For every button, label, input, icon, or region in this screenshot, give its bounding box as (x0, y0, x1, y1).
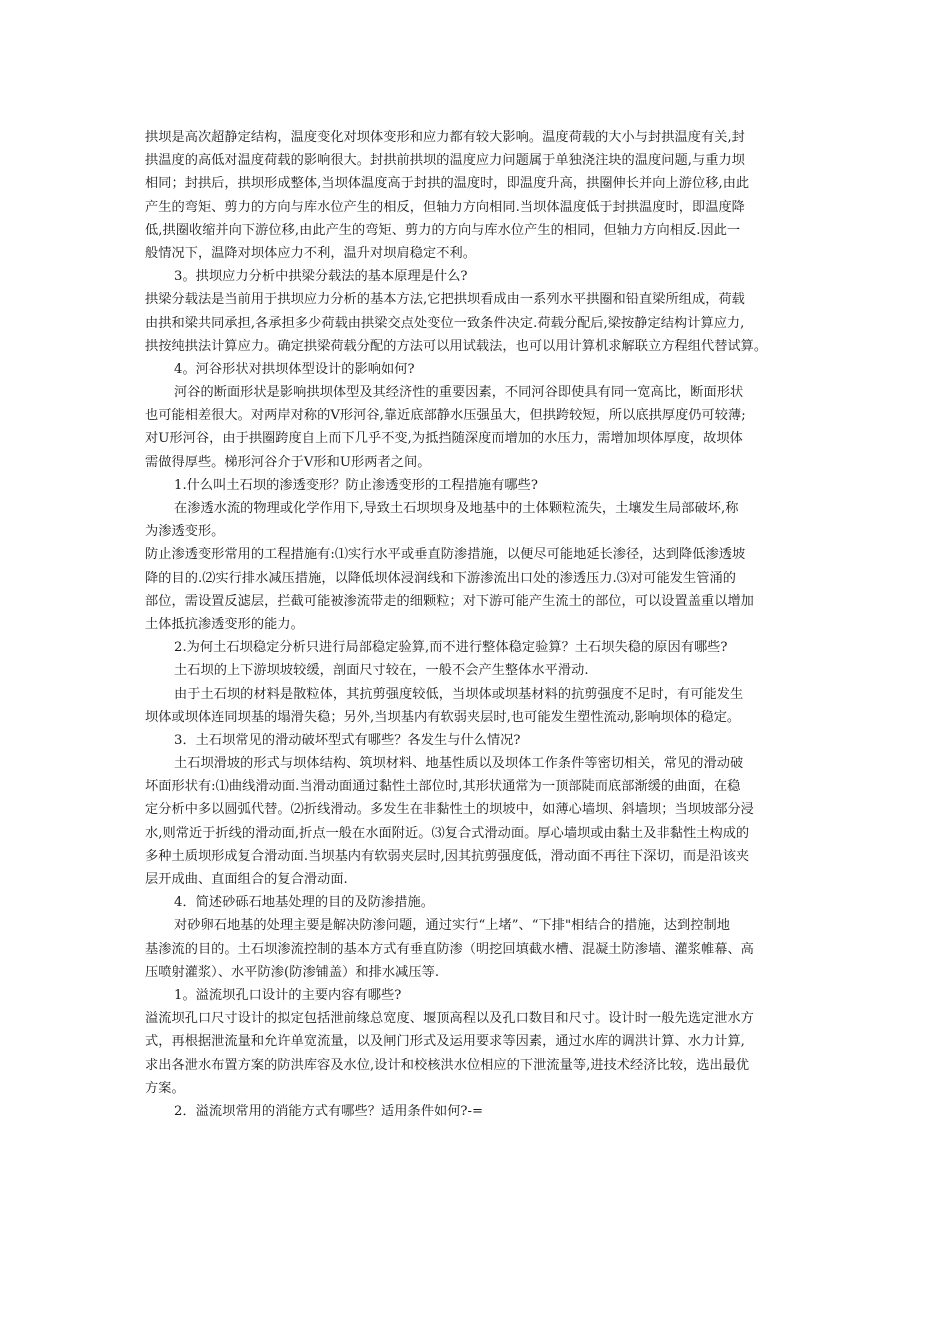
text-line: 降的目的.⑵实行排水减压措施，以降低坝体浸润线和下游渗流出口处的渗透压力.⑶对可能发生管涌的 (145, 570, 736, 586)
text-line: 部位，需设置反滤层，拦截可能被渗流带走的细颗粒；对下游可能产生流土的部位，可以设置盖重以增加 (145, 593, 754, 609)
text-line: 拱温度的高低对温度荷载的影响很大。封拱前拱坝的温度应力问题属于单独浇注块的温度问题,与重力坝 (145, 153, 745, 169)
text-line: 水,则常近于折线的滑动面,折点一般在水面附近。⑶复合式滑动面。厚心墙坝或由黏土及非黏性土构成的 (145, 825, 750, 841)
text-line: 方案。 (145, 1080, 185, 1096)
text-line: 为渗透变形。 (145, 524, 225, 540)
text-line: 定分析中多以圆弧代替。⑵折线滑动。多发生在非黏性土的坝坡中，如薄心墙坝、斜墙坝；当坝坡部分浸 (145, 802, 754, 818)
text-line: 也可能相差很大。对两岸对称的V形河谷,靠近底部静水压强虽大，但拱跨较短，所以底拱厚度仍可较薄; (145, 408, 746, 424)
text-line: 土体抵抗渗透变形的能力。 (145, 616, 304, 632)
text-line: 式，再根据泄流量和允许单宽流量，以及闸门形式及运用要求等因素，通过水库的调洪计算、水力计算, (145, 1034, 745, 1050)
text-line: 般情况下，温降对坝体应力不利，温升对坝肩稳定不利。 (145, 245, 476, 261)
text-line: 低,拱圈收缩并向下游位移,由此产生的弯矩、剪力的方向与库水位产生的相同，但轴力方向相反.因此一 (145, 222, 741, 238)
text-line: 层开成曲、直面组合的复合滑动面. (145, 872, 348, 887)
document-page (145, 126, 815, 1123)
question-heading: 3。拱坝应力分析中拱梁分载法的基本原理是什么? (174, 269, 468, 285)
text-line: 相同；封拱后，拱坝形成整体,当坝体温度高于封拱的温度时，即温度升高，拱圈伸长并向上游位移,由此 (145, 176, 750, 192)
question-heading: 2．溢流坝常用的消能方式有哪些？适用条件如何?-= (174, 1103, 484, 1119)
question-heading: 3．土石坝常见的滑动破坏型式有哪些？各发生与什么情况? (174, 732, 521, 748)
text-line: 在渗透水流的物理或化学作用下,导致土石坝坝身及地基中的土体颗粒流失，土壤发生局部破坏,称 (174, 501, 739, 516)
question-heading: 2.为何土石坝稳定分析只进行局部稳定验算,而不进行整体稳定验算？土石坝失稳的原因有哪些? (174, 640, 728, 656)
text-line: 拱按纯拱法计算应力。确定拱梁荷载分配的方法可以用试载法，也可以用计算机求解联立方程组代替试算。 (145, 338, 768, 354)
text-line: 对U形河谷，由于拱圈跨度自上而下几乎不变,为抵挡随深度而增加的水压力，需增加坝体厚度，故坝体 (145, 431, 743, 447)
question-heading: 4．简述砂砾石地基处理的目的及防渗措施。 (174, 895, 434, 911)
text-line: 对砂卵石地基的处理主要是解决防渗问题，通过实行“上堵”、“下排"相结合的措施，达到控制地 (174, 918, 730, 934)
text-line: 河谷的断面形状是影响拱坝体型及其经济性的重要因素，不同河谷即使具有同一宽高比，断面形状 (174, 385, 744, 401)
text-line: 溢流坝孔口尺寸设计的拟定包括泄前缘总宽度、堰顶高程以及孔口数目和尺寸。设计时一般先选定泄水方 (145, 1011, 754, 1027)
text-line: 求出各泄水布置方案的防洪库容及水位,设计和校核洪水位相应的下泄流量等,进技术经济比较，选出最优 (145, 1057, 750, 1073)
text-line: 压喷射灌浆）、水平防渗(防渗铺盖）和排水减压等. (145, 964, 440, 980)
text-line: 由拱和梁共同承担,各承担多少荷载由拱梁交点处变位一致条件决定.荷载分配后,梁按静定结构计算应力, (145, 315, 745, 331)
text-line: 坏面形状有:⑴曲线滑动面.当滑动面通过黏性土部位时,其形状通常为一顶部陡而底部渐缓的曲面，在稳 (145, 779, 741, 795)
text-line: 防止渗透变形常用的工程措施有:⑴实行水平或垂直防渗措施，以便尽可能地延长渗径，达到降低渗透坡 (145, 547, 746, 563)
text-line: 需做得厚些。梯形河谷介于V形和U形两者之间。 (145, 454, 431, 470)
text-line: 土石坝滑坡的形式与坝体结构、筑坝材料、地基性质以及坝体工作条件等密切相关，常见的滑动破 (174, 756, 744, 772)
question-heading: 1。溢流坝孔口设计的主要内容有哪些? (174, 987, 402, 1003)
question-heading: 1.什么叫土石坝的渗透变形？防止渗透变形的工程措施有哪些? (174, 477, 538, 493)
text-line: 基渗流的目的。土石坝渗流控制的基本方式有垂直防渗（明挖回填截水槽、混凝土防渗墙、灌浆帷幕、高 (145, 941, 754, 957)
text-line: 由于土石坝的材料是散粒体，其抗剪强度较低，当坝体或坝基材料的抗剪强度不足时，有可能发生 (174, 686, 744, 702)
text-line: 拱坝是高次超静定结构，温度变化对坝体变形和应力都有较大影响。温度荷载的大小与封拱温度有关,封 (145, 130, 745, 145)
question-heading: 4。河谷形状对拱坝体型设计的影响如何? (174, 361, 415, 377)
text-line: 土石坝的上下游坝坡较缓，剖面尺寸较在，一般不会产生整体水平滑动. (174, 663, 589, 679)
text-line: 多种土质坝形成复合滑动面.当坝基内有软弱夹层时,因其抗剪强度低，滑动面不再往下深切，而是沿该夹 (145, 848, 750, 864)
text-line: 拱梁分载法是当前用于拱坝应力分析的基本方法,它把拱坝看成由一系列水平拱圈和铅直梁所组成，荷载 (145, 292, 745, 308)
text-line: 产生的弯矩、剪力的方向与库水位产生的相反，但轴力方向相同.当坝体温度低于封拱温度时，即温度降 (145, 199, 745, 215)
text-line: 坝体或坝体连同坝基的塌滑失稳；另外,当坝基内有软弱夹层时,也可能发生塑性流动,影响坝体的稳定。 (145, 709, 741, 725)
